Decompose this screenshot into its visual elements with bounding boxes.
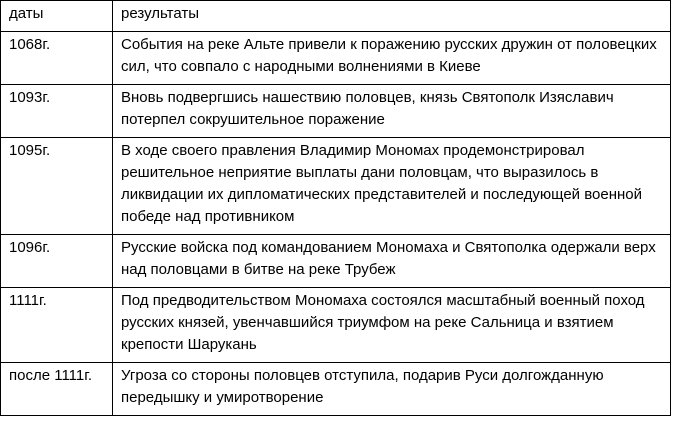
result-cell: Под предводительством Мономаха состоялся масштабный военный поход русских князей, увенчавшийся триумфом на реке Сальница и взятием крепости Шарукань	[113, 288, 671, 363]
date-cell: 1093г.	[1, 85, 113, 138]
result-cell: Русские войска под командованием Мономаха и Святополка одержали верх над половцами в битве на реке Трубеж	[113, 235, 671, 288]
result-cell: События на реке Альте привели к поражению русских дружин от половецких сил, что совпало с народными волнениями в Киеве	[113, 32, 671, 85]
date-cell: после 1111г.	[1, 363, 113, 416]
table-row	[1, 138, 671, 235]
result-cell: Вновь подвергшись нашествию половцев, князь Святополк Изяславич потерпел сокрушительное поражение	[113, 85, 671, 138]
date-cell: 1096г.	[1, 235, 113, 288]
date-cell: 1068г.	[1, 32, 113, 85]
header-result-cell: результаты	[113, 1, 671, 32]
date-cell: 1111г.	[1, 288, 113, 363]
date-cell: 1095г.	[1, 138, 113, 235]
table-row	[1, 235, 671, 288]
table-row	[1, 85, 671, 138]
table-row	[1, 363, 671, 416]
header-date-cell: даты	[1, 1, 113, 32]
result-cell: Угроза со стороны половцев отступила, подарив Руси долгожданную передышку и умиротворение	[113, 363, 671, 416]
header-row	[1, 1, 671, 32]
table-row	[1, 288, 671, 363]
result-cell: В ходе своего правления Владимир Мономах продемонстрировал решительное неприятие выплаты дани половцам, что выразилось в ликвидации их дипломатических представителей и последующей военной победе над противником	[113, 138, 671, 235]
table-row	[1, 32, 671, 85]
